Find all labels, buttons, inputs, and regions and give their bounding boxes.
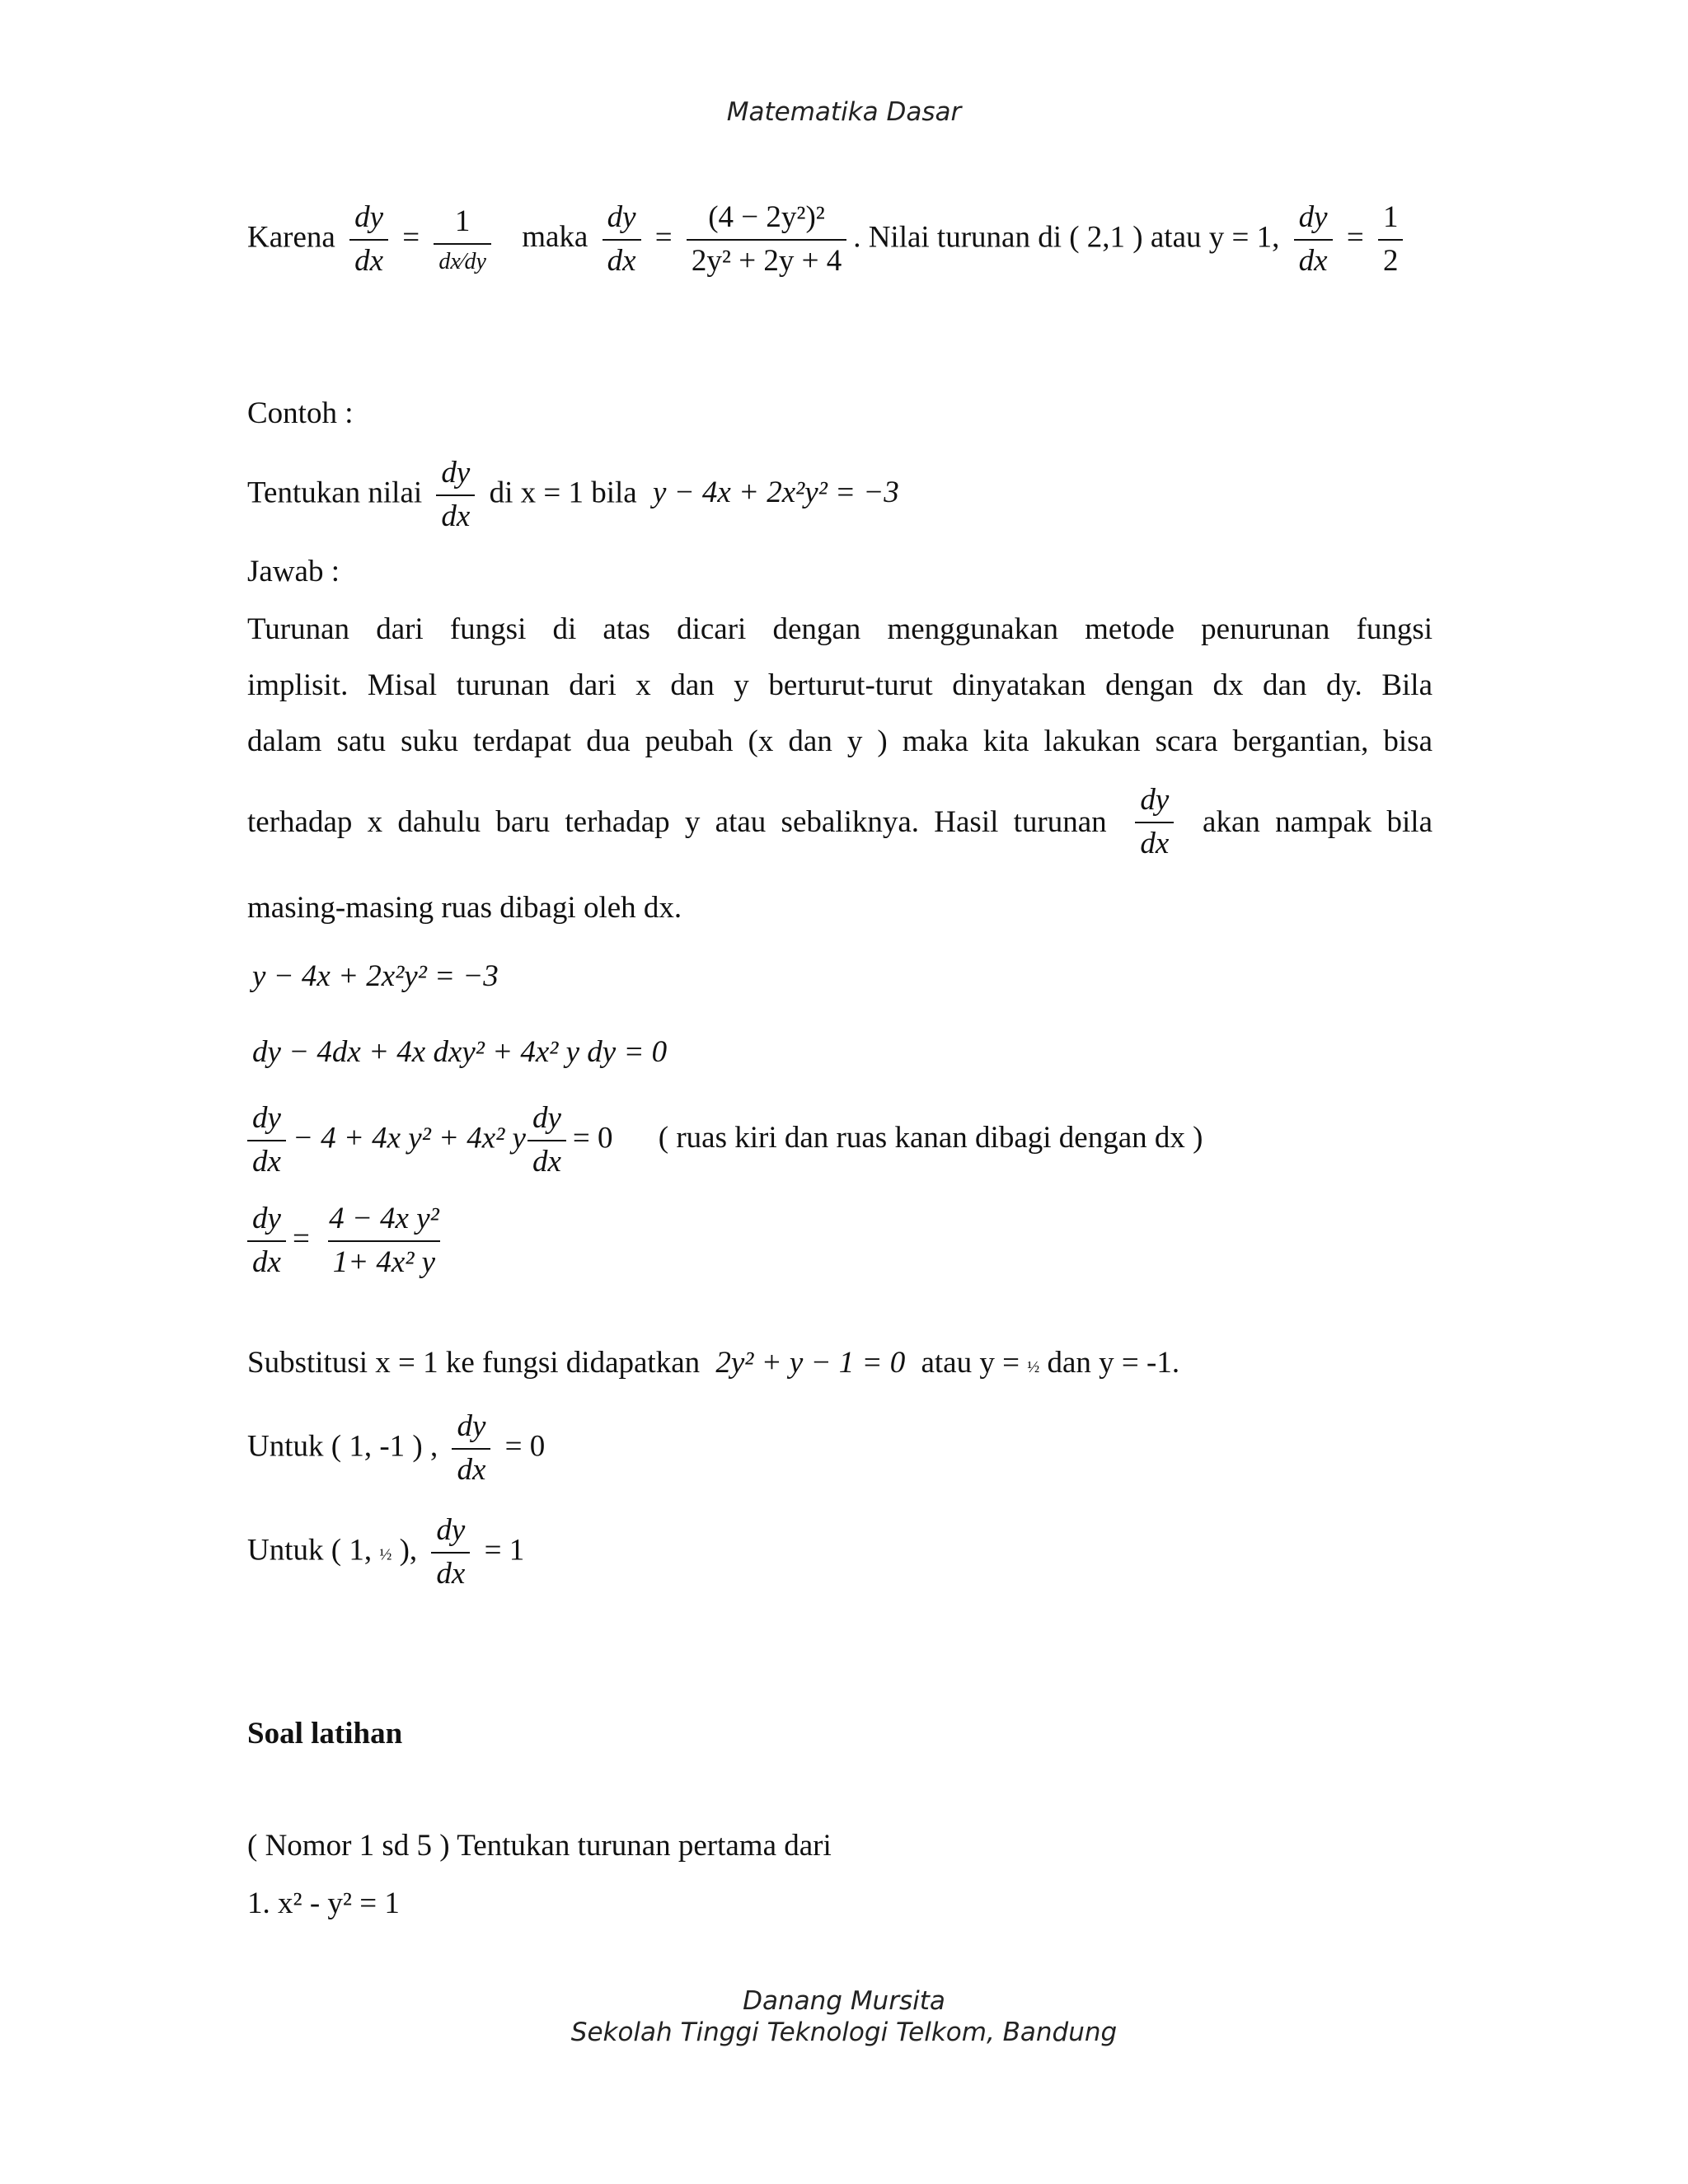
- untuk-point-2: Untuk ( 1, ½ ), $\frac{dy}{dx}$ = 1: [247, 1513, 525, 1591]
- soal-latihan-heading: Soal latihan: [247, 1717, 403, 1750]
- substitution-line: Substitusi x = 1 ke fungsi didapatkan 2y² + y − 1 = 0 atau y = ½ dan y = -1.: [247, 1346, 1180, 1380]
- paragraph-line-3: dalam satu suku terdapat dua peubah (x dan y ) maka kita lakukan scara bergantian, bisa: [247, 724, 1432, 758]
- dy-dx-fraction: $\frac{dy}{dx}$: [247, 1203, 286, 1279]
- problem-equation: y − 4x + 2x²y² = −3: [652, 476, 899, 510]
- one-half-fraction: $\frac{1}{2}$: [1378, 202, 1404, 278]
- paragraph-line-1: Turunan dari fungsi di atas dicari dengan menggunakan metode penurunan fungsi: [247, 612, 1432, 646]
- dy-dx-fraction: $\frac{dy}{dx}$: [452, 1411, 490, 1487]
- karena-text: Karena: [247, 220, 335, 255]
- dy-dx-fraction-b: $\frac{dy}{dx}$: [528, 1103, 566, 1179]
- quadratic-equation: 2y² + y − 1 = 0: [715, 1346, 906, 1380]
- paragraph-line-4: terhadap x dahulu baru terhadap y atau sebaliknya. Hasil turunan $\frac{dy}{dx}$ akan nampak bila: [247, 783, 1432, 860]
- reciprocal-fraction: $\frac{1}{dx⁄dy}$: [434, 206, 491, 274]
- contoh-label: Contoh :: [247, 396, 354, 430]
- dy-dx-fraction: $\frac{dy}{dx}$: [1135, 785, 1174, 860]
- nilai-turunan-text: . Nilai turunan di ( 2,1 ) atau y = 1,: [853, 220, 1280, 255]
- step-equation-4: $\frac{dy}{dx}$ = $\frac{\text{4 − 4x y²}}{\text{1+ 4x² y}}$: [247, 1203, 451, 1279]
- page-header: Matematika Dasar: [726, 97, 962, 127]
- step-3-note: ( ruas kiri dan ruas kanan dibagi dengan dx ): [658, 1121, 1203, 1155]
- dy-dx-fraction: $\frac{dy}{dx}$: [436, 457, 475, 533]
- derivative-expression-fraction: $\frac{\text{(4 − 2y²)²}}{\text{2y² + 2y + 4}}$: [687, 202, 846, 278]
- maka-text: maka: [522, 220, 588, 255]
- dy-dx-fraction: $\frac{dy}{dx}$: [431, 1515, 470, 1591]
- paragraph-line-5: masing-masing ruas dibagi oleh dx.: [247, 891, 682, 925]
- dy-dx-fraction: $\frac{dy}{dx}$: [349, 202, 388, 278]
- problem-statement: Tentukan nilai $\frac{dy}{dx}$ di x = 1 bila y − 4x + 2x²y² = −3: [247, 456, 899, 533]
- dy-dx-fraction-3: $\frac{dy}{dx}$: [1294, 202, 1333, 278]
- result-fraction: $\frac{\text{4 − 4x y²}}{\text{1+ 4x² y}}$: [329, 1202, 439, 1279]
- footer-author: Danang Mursita: [743, 1986, 945, 2016]
- dy-dx-fraction: $\frac{dy}{dx}$: [247, 1103, 286, 1179]
- dy-dx-fraction-2: $\frac{dy}{dx}$: [603, 202, 641, 278]
- step-equation-2: dy − 4dx + 4x dxy² + 4x² y dy = 0: [252, 1035, 668, 1069]
- paragraph-line-2: implisit. Misal turunan dari x dan y berturut-turut dinyatakan dengan dx dan dy. Bila: [247, 668, 1432, 702]
- step-equation-1: y − 4x + 2x²y² = −3: [252, 959, 499, 993]
- latihan-instruction: ( Nomor 1 sd 5 ) Tentukan turunan pertama dari: [247, 1829, 832, 1863]
- inverse-derivative-line: Karena $\frac{dy}{dx}$ = $\frac{1}{dx⁄dy}$ maka $\frac{dy}{dx}$ = $\frac{\text{(4 − 2y²)²}}{\text{2y² + 2y + 4}}$ . Nilai turunan di ( 2,1 ) atau y = 1, $\frac{dy}{dx}$ = $\frac{1}{2}$: [247, 202, 1409, 278]
- step-equation-3: $\frac{dy}{dx}$ − 4 + 4x y² + 4x² y $\frac{dy}{dx}$ = 0 ( ruas kiri dan ruas kanan dibagi dengan dx ): [247, 1103, 1203, 1179]
- footer-institution: Sekolah Tinggi Teknologi Telkom, Bandung: [570, 2018, 1118, 2047]
- latihan-item-1: 1. x² - y² = 1: [247, 1886, 400, 1920]
- jawab-label: Jawab :: [247, 555, 340, 588]
- untuk-point-1: Untuk ( 1, -1 ) , $\frac{dy}{dx}$ = 0: [247, 1409, 546, 1487]
